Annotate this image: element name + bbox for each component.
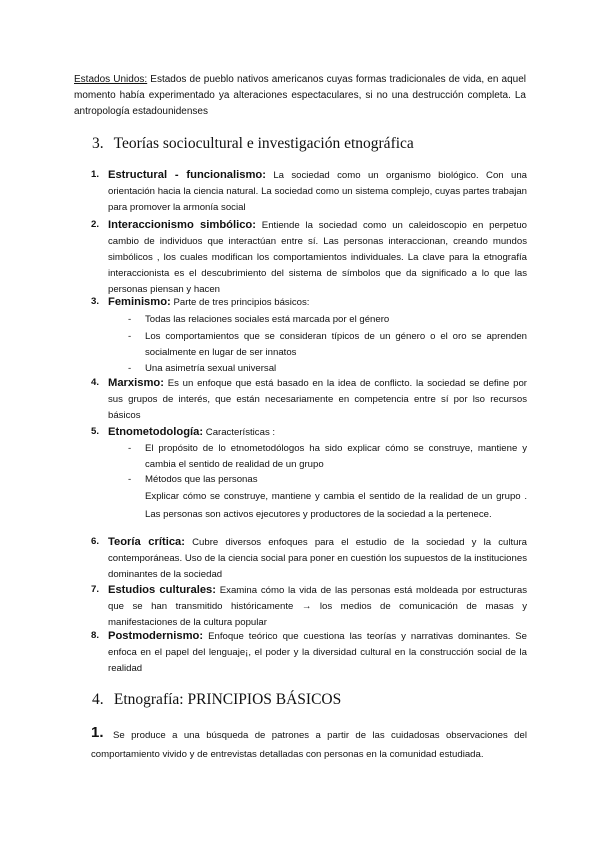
item-title: Teoría crítica: — [108, 536, 185, 548]
item-text: La sociedad como un organismo biológico. Con una orientación hacia la ciencia natural. La sociedad como un sistema complejo, cuyas partes trabajan para promover la armonía social — [108, 170, 528, 213]
item-text: Características : — [203, 427, 276, 438]
item-title: Estructural - funcionalismo: — [108, 169, 266, 181]
method-note — [128, 488, 527, 524]
item-text: Parte de tres principios básicos: — [170, 297, 310, 308]
method-note-text: Explicar cómo se construye, mantiene y cambia el sentido de la realidad de un grupo . Las personas son activos ejecutores y productores de la sociedad a la pertenece. — [145, 491, 527, 520]
item-number: 5. — [91, 426, 100, 437]
item-number: 6. — [91, 536, 100, 547]
item-title: Estudios culturales: — [108, 584, 217, 596]
item-title: Etnometodología: — [108, 426, 204, 438]
principle-text: Se produce a una búsqueda de patrones a partir de las cuidadosas observaciones del comportamiento vivido y de entrevistas detalladas con personas en la comunidad estudiada. — [91, 730, 527, 760]
bullet-item: - Una asimetría sexual universal — [128, 361, 527, 377]
item-text: Cubre diversos enfoques para el estudio de la sociedad y la cultura contemporáneas. Uso de la ciencia social para poner en cuestión los supuestos de la instituciones dominantes de la sociedad — [108, 537, 527, 580]
item-text: Examina cómo la vida de las personas está moldeada por estructuras que se han transmitido históricamente → los medios de comunicación de masas y manifestaciones de la cultura popular — [108, 585, 527, 628]
list-item — [91, 424, 527, 441]
list-item — [91, 167, 527, 216]
bullet-item: - El propósito de lo etnometodólogos ha sido explicar cómo se construye, mantiene y cambia el sentido de realidad de un grupo — [128, 441, 527, 473]
list-item — [91, 375, 527, 424]
intro-text: Estados de pueblo nativos americanos cuyas formas tradicionales de vida, en aquel momento había experimentado ya alteraciones espectaculares, si no una destrucción completa. La antropología estadounidenses — [74, 74, 526, 117]
bullet-text: Todas las relaciones sociales está marcada por el género — [145, 314, 390, 325]
item-text: Enfoque teórico que cuestiona las teorías y narrativas dominantes. Se enfoca en el papel del lenguaje¡, el poder y la diversidad cultural en la construcción social de la realidad — [108, 631, 527, 674]
item-title: Feminismo: — [108, 296, 171, 308]
item-title: Interaccionismo simbólico: — [108, 219, 256, 231]
principle-number: 1. — [91, 724, 104, 741]
section-4-number: 4. — [92, 691, 104, 708]
bullet-item: - Los comportamientos que se consideran típicos de un género o el oro se aprenden socialmente en lugar de ser innatos — [128, 329, 527, 361]
item-text: Es un enfoque que está basado en la idea de conflicto. la sociedad se define por sus grupos de interés, que están necesariamente en competencia entre sí por lso recursos básicos — [108, 378, 527, 421]
list-item — [91, 628, 527, 677]
intro-paragraph — [74, 72, 526, 120]
list-item — [91, 294, 527, 311]
section-3-number: 3. — [92, 135, 104, 152]
list-item — [91, 534, 527, 583]
bullet-text: Los comportamientos que se consideran típicos de un género o el oro se aprenden socialmente en lugar de ser innatos — [145, 331, 527, 358]
bullet-text: Métodos que las personas — [145, 474, 258, 485]
bullet-text: Una asimetría sexual universal — [145, 363, 277, 374]
item-number: 1. — [91, 169, 100, 180]
item-title: Marxismo: — [108, 377, 164, 389]
section-4-title: Etnografía: PRINCIPIOS BÁSICOS — [113, 691, 342, 708]
item-number: 8. — [91, 630, 100, 641]
item-number: 7. — [91, 584, 100, 595]
section-3-heading — [92, 134, 414, 154]
principle-item — [91, 726, 527, 764]
intro-lead: Estados Unidos: — [74, 74, 148, 85]
item-text: Entiende la sociedad como un caleidoscopio en perpetuo cambio de individuos que interactúan entre sí. Las personas interaccionan, creando mundos simbólicos , los cuales modifican los comportamientos individuales. La clave para la etnografía interaccionista es el descubrimiento del sistema de símbolos que da significado a lo que las personas piensan y hacen — [108, 220, 527, 295]
bullet-text: El propósito de lo etnometodólogos ha sido explicar cómo se construye, mantiene y cambia el sentido de realidad de un grupo — [145, 443, 527, 470]
item-number: 4. — [91, 377, 100, 388]
item-title: Postmodernismo: — [108, 630, 204, 642]
item-number: 2. — [91, 219, 100, 230]
section-4-heading — [92, 690, 341, 710]
list-item — [91, 582, 527, 631]
section-3-title: Teorías sociocultural e investigación etnográfica — [113, 135, 414, 152]
bullet-item: - Métodos que las personas — [128, 472, 527, 488]
item-number: 3. — [91, 296, 100, 307]
bullet-item: - Todas las relaciones sociales está marcada por el género — [128, 312, 527, 328]
list-item — [91, 217, 527, 298]
